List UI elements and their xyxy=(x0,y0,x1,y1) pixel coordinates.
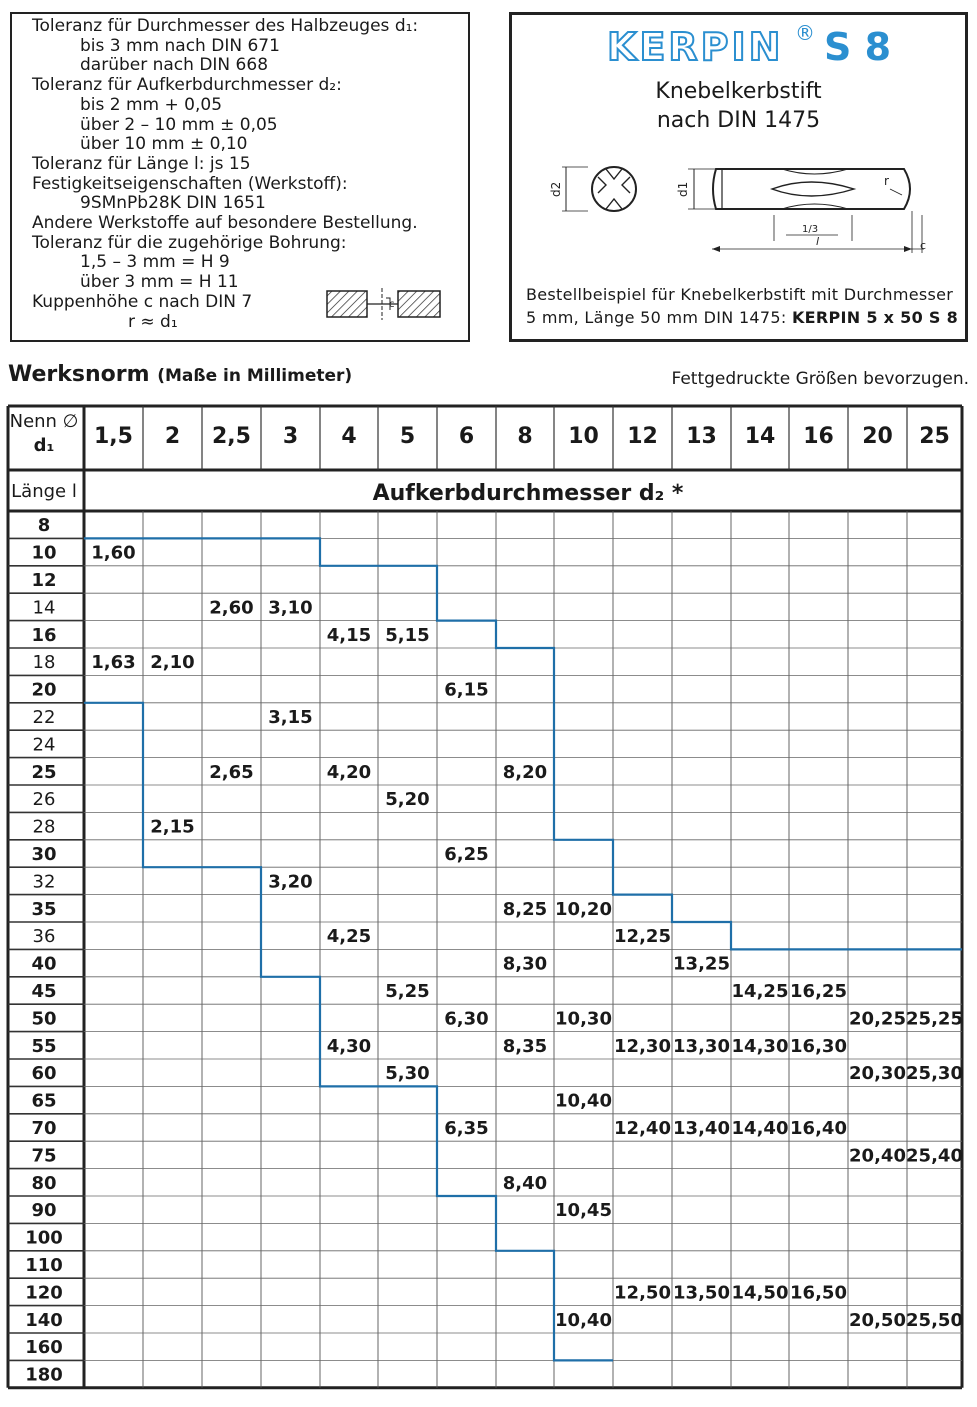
length-label: 160 xyxy=(25,1337,63,1359)
length-label: 8 xyxy=(37,515,51,537)
d2-value: 12,50 xyxy=(614,1282,671,1304)
d2-value: 2,60 xyxy=(209,597,254,619)
length-label: 35 xyxy=(31,898,57,920)
d2-value: 4,15 xyxy=(326,624,372,646)
r-label: r xyxy=(884,174,889,188)
d2-value: 25,30 xyxy=(906,1063,963,1085)
order-example-code: KERPIN 5 x 50 S 8 xyxy=(791,308,958,327)
length-label: 12 xyxy=(31,570,57,591)
length-label: 110 xyxy=(25,1255,63,1276)
model-name: S 8 xyxy=(824,25,892,69)
d2-value: 3,10 xyxy=(268,597,313,619)
d2-value: 13,30 xyxy=(673,1035,730,1057)
diameter-header: 6 xyxy=(458,424,475,449)
length-label: 10 xyxy=(31,542,57,564)
d2-value: 20,30 xyxy=(849,1063,906,1085)
d2-value: 2,10 xyxy=(150,652,195,674)
d2-value: 16,25 xyxy=(790,981,847,1002)
diameter-header: 12 xyxy=(627,424,658,449)
d2-value: 16,40 xyxy=(790,1118,847,1139)
tolerance-line: 9SMnPb28K DIN 1651 xyxy=(80,193,266,214)
d2-value: 14,50 xyxy=(731,1282,789,1304)
length-label: 90 xyxy=(31,1200,57,1222)
tolerance-line: Festigkeitseigenschaften (Werkstoff): xyxy=(32,173,348,194)
diameter-header: 5 xyxy=(399,424,416,449)
length-label: 36 xyxy=(32,926,56,948)
d2-value: 16,50 xyxy=(790,1282,847,1304)
length-label: 28 xyxy=(32,816,56,838)
d2-value: 4,20 xyxy=(326,761,372,783)
d2-value: 10,40 xyxy=(555,1309,612,1331)
aufkerb-label: Aufkerbdurchmesser d₂ * xyxy=(372,481,684,506)
order-example-text: 5 mm, Länge 50 mm DIN 1475: xyxy=(526,308,792,327)
tolerance-line: Andere Werkstoffe auf besondere Bestellung. xyxy=(32,213,418,233)
d2-value: 13,40 xyxy=(673,1118,730,1139)
d2-value: 2,65 xyxy=(209,761,254,783)
bore-c-label: c xyxy=(389,299,395,310)
l3-frac-label: 1/3 xyxy=(802,224,819,235)
length-label: 14 xyxy=(32,597,56,619)
length-label: 25 xyxy=(31,761,57,783)
tolerance-line: bis 2 mm + 0,05 xyxy=(80,94,223,115)
diameter-header: 14 xyxy=(744,424,776,449)
tolerance-line: Toleranz für Durchmesser des Halbzeuges d₁: xyxy=(32,16,419,36)
d2-value: 4,30 xyxy=(326,1035,372,1057)
nenn-label: Nenn ∅ xyxy=(9,411,79,432)
length-label: 75 xyxy=(31,1145,57,1167)
d2-label: d2 xyxy=(549,181,563,197)
length-label: 30 xyxy=(31,844,57,865)
diameter-header: 1,5 xyxy=(94,424,133,449)
laenge-label: Länge l xyxy=(11,481,77,502)
d2-value: 20,25 xyxy=(849,1008,906,1030)
length-label: 100 xyxy=(25,1227,63,1249)
d2-value: 8,40 xyxy=(502,1172,548,1194)
d2-value: 12,30 xyxy=(614,1035,671,1057)
length-label: 40 xyxy=(31,953,57,975)
d2-value: 25,50 xyxy=(906,1309,963,1331)
tolerance-line: Kuppenhöhe c nach DIN 7 xyxy=(32,291,253,312)
tolerance-line: bis 3 mm nach DIN 671 xyxy=(80,35,280,56)
d2-value: 14,30 xyxy=(731,1035,789,1057)
d2-value: 8,30 xyxy=(502,953,548,975)
length-label: 45 xyxy=(31,981,57,1002)
d2-value: 10,45 xyxy=(555,1200,612,1222)
length-label: 18 xyxy=(32,652,56,674)
length-label: 60 xyxy=(31,1063,57,1085)
d2-value: 6,15 xyxy=(444,679,489,701)
d2-value: 10,20 xyxy=(555,898,612,920)
d2-value: 4,25 xyxy=(326,926,372,948)
tolerance-line: Toleranz für Aufkerbdurchmesser d₂: xyxy=(32,75,342,96)
length-label: 70 xyxy=(31,1118,57,1139)
d2-value: 3,15 xyxy=(268,707,313,728)
d2-value: 5,15 xyxy=(385,624,430,646)
preference-note: Fettgedruckte Größen bevorzugen. xyxy=(671,369,969,389)
d2-value: 2,15 xyxy=(150,816,195,838)
length-label: 55 xyxy=(31,1035,57,1057)
d2-value: 1,63 xyxy=(91,652,136,674)
d2-value: 10,30 xyxy=(555,1008,612,1030)
d2-value: 8,20 xyxy=(502,761,548,783)
length-label: 120 xyxy=(25,1282,63,1304)
diameter-header: 25 xyxy=(919,424,950,449)
tolerance-line: über 10 mm ± 0,10 xyxy=(80,134,248,155)
l3-label: l xyxy=(816,235,820,248)
diameter-header: 13 xyxy=(686,424,717,449)
d2-value: 25,40 xyxy=(906,1145,963,1167)
tolerance-line: darüber nach DIN 668 xyxy=(80,55,269,76)
length-label: 24 xyxy=(32,734,56,756)
d2-value: 8,35 xyxy=(502,1035,548,1057)
tolerance-line: 1,5 – 3 mm = H 9 xyxy=(80,252,230,273)
d2-value: 5,30 xyxy=(385,1063,430,1085)
d2-value: 5,20 xyxy=(385,789,430,811)
order-example-line1: Bestellbeispiel für Knebelkerbstift mit Durchmesser xyxy=(526,285,954,304)
length-label: 65 xyxy=(31,1090,57,1112)
d2-value: 14,25 xyxy=(731,981,789,1002)
d2-value: 14,40 xyxy=(731,1118,789,1139)
diameter-header: 2 xyxy=(164,424,181,449)
length-label: 80 xyxy=(31,1172,57,1194)
d2-value: 5,25 xyxy=(385,981,430,1002)
d2-value: 12,40 xyxy=(614,1118,671,1139)
d2-value: 6,35 xyxy=(444,1118,489,1139)
length-label: 16 xyxy=(31,624,57,646)
diameter-header: 4 xyxy=(341,424,357,449)
d2-value: 6,30 xyxy=(444,1008,489,1030)
d2-value: 10,40 xyxy=(555,1090,612,1112)
tolerance-line: über 3 mm = H 11 xyxy=(80,272,239,293)
length-label: 50 xyxy=(31,1008,57,1030)
tolerance-line: Toleranz für die zugehörige Bohrung: xyxy=(32,232,347,253)
tolerance-line: r ≈ d₁ xyxy=(128,311,178,332)
d2-value: 20,40 xyxy=(849,1145,906,1167)
length-label: 26 xyxy=(32,789,56,811)
diameter-header: 2,5 xyxy=(212,424,251,449)
d2-value: 13,50 xyxy=(673,1282,730,1304)
heading-subtitle: (Maße in Millimeter) xyxy=(157,366,353,386)
d2-value: 8,25 xyxy=(502,898,548,920)
c-label: c xyxy=(920,239,927,252)
tolerance-line: über 2 – 10 mm ± 0,05 xyxy=(80,114,278,135)
product-standard: nach DIN 1475 xyxy=(656,108,821,133)
diameter-header: 8 xyxy=(517,424,533,449)
diameter-header: 16 xyxy=(803,424,834,449)
d1-label: d1 xyxy=(676,181,690,197)
brand-logo: KERPIN xyxy=(607,25,784,69)
d2-value: 3,20 xyxy=(268,871,313,893)
length-label: 20 xyxy=(31,679,57,701)
heading-title: Werksnorm xyxy=(8,362,150,387)
d2-value: 16,30 xyxy=(790,1035,847,1057)
d2-value: 1,60 xyxy=(91,542,136,564)
d1-header-label: d₁ xyxy=(33,435,55,456)
length-label: 22 xyxy=(32,707,56,728)
d2-value: 6,25 xyxy=(444,844,489,865)
length-label: 32 xyxy=(32,871,56,893)
product-title: Knebelkerbstift xyxy=(655,79,822,104)
length-label: 180 xyxy=(25,1364,63,1386)
diameter-header: 10 xyxy=(568,424,599,449)
diameter-header: 20 xyxy=(862,424,893,449)
d2-value: 20,50 xyxy=(849,1309,906,1331)
registered-mark: ® xyxy=(795,21,815,45)
tolerance-line: Toleranz für Länge l: js 15 xyxy=(32,153,251,174)
d2-value: 25,25 xyxy=(906,1008,963,1030)
d2-value: 12,25 xyxy=(614,926,671,948)
d2-value: 13,25 xyxy=(673,953,730,975)
length-label: 140 xyxy=(25,1309,63,1331)
diameter-header: 3 xyxy=(282,424,299,449)
